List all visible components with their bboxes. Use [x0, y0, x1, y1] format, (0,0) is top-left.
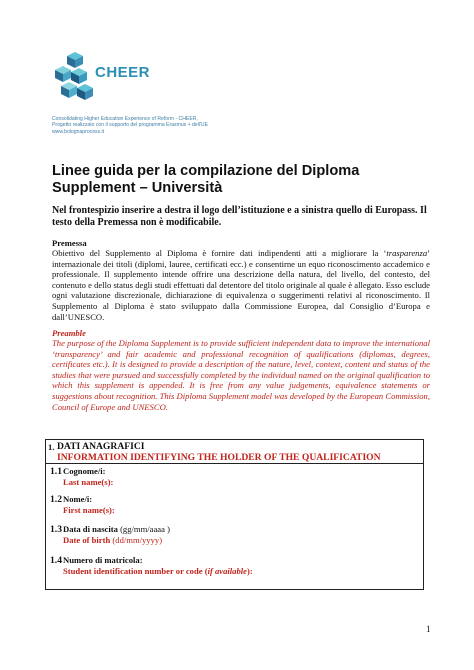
intro-instructions: Nel frontespizio inserire a destra il logo dell’istituzione e a sinistra quello di Europass. Il testo della Premessa non è modificabile.	[52, 205, 427, 229]
field-label-it-text: Cognome/i:	[63, 466, 106, 476]
page-title: Linee guida per la compilazione del Diploma Supplement – Università	[52, 163, 360, 196]
field-number: 1.3	[50, 524, 62, 535]
field-label-en-text: First name(s):	[63, 505, 115, 515]
preamble-heading: Preamble	[52, 328, 86, 338]
consortium-link[interactable]: www.bolognaprocess.it	[52, 128, 105, 135]
field-label-en-tail: ):	[246, 566, 253, 576]
field-format-en: (dd/mm/yyyy)	[110, 535, 163, 545]
field-label-en	[63, 505, 115, 515]
field-label-en-text: Student identification number or code (	[63, 566, 208, 576]
logo-wordmark: CHEER	[95, 64, 151, 81]
cube-cluster-icon	[55, 52, 93, 100]
consortium-note	[52, 116, 352, 135]
premessa-text-part: ’ internazionale dei titoli (diplomi, lauree, certificati ecc.) e consentirne un equo riconoscimento accademico e professionale. Il supplemento intende offrire una descrizione della natura, del livello, del contesto, del contenuto e dello status degli studi effettuati dal detentore del titolo originale al quale è allegato. Esso esclude ogni valutazione discrezionale, dichiarazione di equivalenza o suggerimenti relativi al riconoscimento. Il Supplemento al Diploma è stato sviluppato dalla Commissione Europea, dal Consiglio d’Europa e dall’UNESCO.	[52, 248, 430, 322]
consortium-line: Consolidating Higher Education Experience of Reform - CHEER,	[52, 116, 198, 122]
field-number: 1.4	[50, 555, 62, 566]
section-divider	[46, 463, 423, 464]
consortium-line: Progetto realizzato con il supporto del programma Erasmus + dell'UE	[52, 122, 208, 129]
field-label-it-text: Nome/i:	[63, 494, 93, 504]
page-number: 1	[426, 624, 431, 634]
field-label-en	[63, 566, 253, 576]
field-label-en-italic: if available	[207, 566, 247, 576]
premessa-text	[52, 248, 430, 322]
section-title-it: DATI ANAGRAFICI	[57, 441, 145, 452]
field-label-it-text: Numero di matricola:	[63, 555, 143, 565]
premessa-text-part: Obiettivo del Supplemento al Diploma è fornire dati indipendenti atti a migliorare la ‘	[52, 248, 387, 258]
field-label-it-text: Data di nascita	[63, 524, 118, 534]
field-format-it: (gg/mm/aaaa )	[117, 524, 170, 534]
field-label-en	[63, 477, 113, 487]
field-label-it	[63, 494, 92, 504]
field-label-en-text: Last name(s):	[63, 477, 114, 487]
field-label-it	[63, 524, 170, 534]
premessa-text-italic: trasparenza	[386, 248, 428, 258]
field-label-en	[63, 535, 162, 545]
field-label-en-text: Date of birth	[63, 535, 111, 545]
section-number: 1.	[48, 442, 55, 452]
preamble-text: The purpose of the Diploma Supplement is to provide sufficient independent data to improve the international ‘transparency’ and fair academic and professional recognition of qualifications (diplomas, degrees, certificates etc.). It is designed to provide a description of the nature, level, context, content and status of the studies that were pursued and successfully completed by the individual named on the original qualification to which this supplement is appended. It is free from any value judgements, equivalence statements or suggestions about recognition. This Diploma Supplement model was developed by the European Commission, Council of Europe and UNESCO.	[52, 338, 430, 412]
field-number: 1.1	[50, 466, 62, 477]
field-number: 1.2	[50, 494, 62, 505]
field-label-it	[63, 466, 106, 476]
section-title-en: INFORMATION IDENTIFYING THE HOLDER OF THE QUALIFICATION	[57, 452, 381, 463]
holder-info-table	[45, 439, 424, 590]
premessa-heading: Premessa	[52, 238, 87, 248]
field-label-it	[63, 555, 143, 565]
